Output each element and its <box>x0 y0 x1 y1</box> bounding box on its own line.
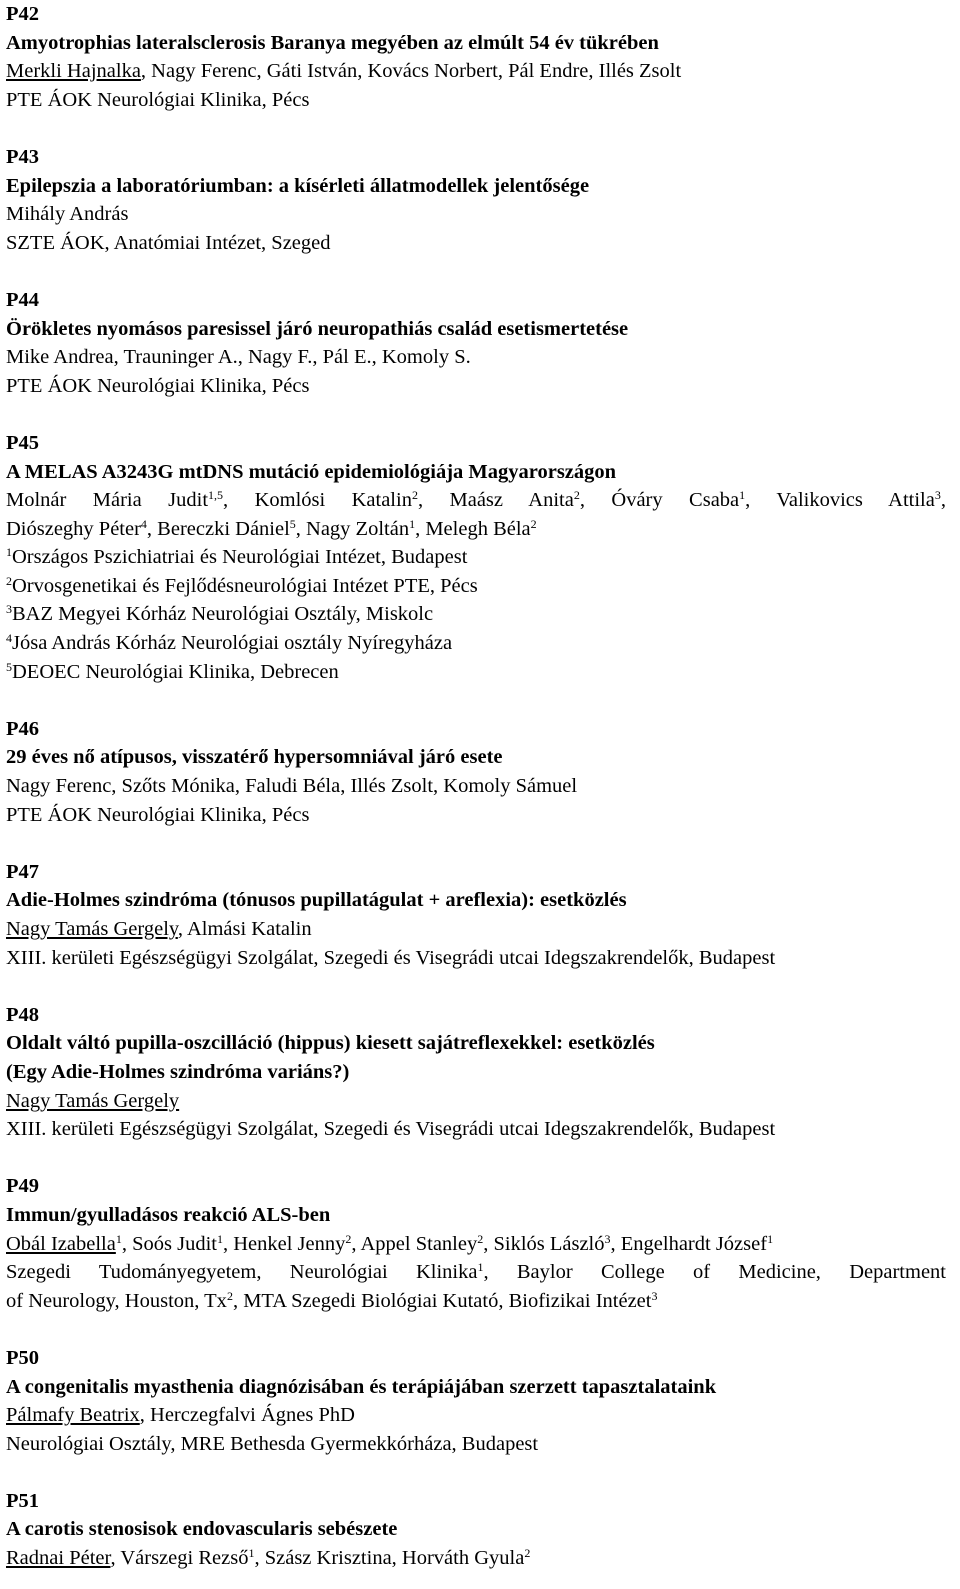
author-line <box>6 1544 946 1573</box>
abstract-code: P43 <box>6 145 40 168</box>
author-line <box>6 1087 946 1116</box>
superscript-reference: 2 <box>573 488 580 503</box>
text-segment: , Várszegi Rezső <box>110 1547 249 1570</box>
abstract-code: P47 <box>6 860 40 883</box>
superscript-reference: 3 <box>604 1231 611 1246</box>
affiliation-line <box>6 86 946 115</box>
text-segment: Diószeghy Péter <box>6 517 141 540</box>
text-segment: , Óváry Csaba <box>579 489 740 512</box>
abstract-entry <box>6 0 946 114</box>
superscript-reference: 2 <box>6 573 12 588</box>
affiliation-line <box>6 1115 946 1144</box>
abstract-title: A MELAS A3243G mtDNS mutáció epidemiológiája Magyarországon <box>6 460 617 483</box>
text-segment: , Almási Katalin <box>177 918 312 940</box>
abstract-entry <box>6 1001 946 1144</box>
author-line <box>6 772 946 801</box>
presenting-author: Pálmafy Beatrix <box>6 1404 140 1427</box>
superscript-reference: 2 <box>226 1288 233 1303</box>
author-line <box>6 1401 946 1430</box>
text-segment: Szegedi Tudományegyetem, Neurológiai Klinika <box>6 1261 478 1284</box>
superscript-reference: 1,5 <box>208 488 224 503</box>
superscript-reference: 2 <box>411 488 418 503</box>
presenting-author: Nagy Tamás Gergely <box>6 918 178 940</box>
superscript-reference: 5 <box>289 516 296 531</box>
superscript-reference: 1 <box>115 1231 122 1246</box>
affiliation-line <box>6 372 946 401</box>
superscript-reference: 1 <box>409 516 416 531</box>
text-segment: Nagy Ferenc, Szőts Mónika, Faludi Béla, Illés Zsolt, Komoly Sámuel <box>6 775 578 798</box>
abstract-title: A carotis stenosisok endovascularis sebészete <box>6 1518 398 1541</box>
abstract-title: Epilepszia a laboratóriumban: a kísérleti állatmodellek jelentősége <box>6 174 590 197</box>
author-line <box>6 343 946 372</box>
text-segment: , Melegh Béla <box>415 517 531 540</box>
affiliation-line <box>6 1287 946 1316</box>
affiliation-line <box>6 801 946 830</box>
superscript-reference: 2 <box>345 1231 352 1246</box>
text-segment: , Nagy Zoltán <box>295 517 410 540</box>
presenting-author: Merkli Hajnalka <box>6 60 141 83</box>
text-segment: of Neurology, Houston, Tx <box>6 1289 227 1312</box>
text-segment: PTE ÁOK Neurológiai Klinika, Pécs <box>6 374 310 397</box>
author-line <box>6 915 946 944</box>
affiliation-line <box>6 658 946 687</box>
affiliation-line <box>6 1430 946 1459</box>
affiliation-line <box>6 629 946 658</box>
text-segment: , Henkel Jenny <box>222 1232 346 1255</box>
text-segment: Orvosgenetikai és Fejlődésneurológiai Intézet PTE, Pécs <box>12 574 478 597</box>
author-line <box>6 57 946 86</box>
text-segment: Neurológiai Osztály, MRE Bethesda Gyermekkórháza, Budapest <box>6 1432 539 1455</box>
text-segment: , Soós Judit <box>121 1232 217 1255</box>
text-segment: SZTE ÁOK, Anatómiai Intézet, Szeged <box>6 231 331 254</box>
abstract-code: P49 <box>6 1175 40 1198</box>
text-segment: Jósa András Kórház Neurológiai osztály Nyíregyháza <box>12 632 453 655</box>
abstract-entry <box>6 286 946 400</box>
abstract-entry <box>6 858 946 972</box>
text-segment: , Bereczki Dániel <box>146 517 290 540</box>
text-segment: , <box>940 489 946 512</box>
text-segment: , MTA Szegedi Biológiai Kutató, Biofizikai Intézet <box>232 1289 652 1312</box>
text-segment: PTE ÁOK Neurológiai Klinika, Pécs <box>6 803 310 826</box>
superscript-reference: 3 <box>934 488 941 503</box>
abstract-title: Örökletes nyomásos paresissel járó neuropathiás család esetismertetése <box>6 317 629 340</box>
affiliation-line <box>6 543 946 572</box>
abstract-entry <box>6 715 946 829</box>
abstract-entry <box>6 1487 946 1573</box>
text-segment: , Siklós László <box>483 1232 605 1255</box>
abstract-title: A congenitalis myasthenia diagnózisában és terápiájában szerzett tapasztalataink <box>6 1375 717 1398</box>
text-segment: , Herczegfalvi Ágnes PhD <box>139 1404 355 1427</box>
author-line <box>6 1230 946 1259</box>
text-segment: , Komlósi Katalin <box>223 489 412 512</box>
affiliation-line <box>6 600 946 629</box>
author-line <box>6 515 946 544</box>
abstract-title: Oldalt váltó pupilla-oszcilláció (hippus) kiesett sajátreflexekkel: esetközlés <box>6 1032 655 1055</box>
superscript-reference: 3 <box>651 1288 658 1303</box>
text-segment: , Valikovics Attila <box>745 489 935 512</box>
text-segment: , Maász Anita <box>417 489 574 512</box>
abstract-code: P50 <box>6 1346 40 1369</box>
abstract-code: P45 <box>6 431 40 454</box>
text-segment: Mike Andrea, Trauninger A., Nagy F., Pál E., Komoly S. <box>6 346 471 369</box>
superscript-reference: 4 <box>140 516 147 531</box>
superscript-reference: 2 <box>530 516 537 531</box>
text-segment: , Nagy Ferenc, Gáti István, Kovács Norbert, Pál Endre, Illés Zsolt <box>140 60 682 83</box>
text-segment: BAZ Megyei Kórház Neurológiai Osztály, Miskolc <box>12 603 434 626</box>
superscript-reference: 5 <box>6 659 12 674</box>
abstract-code: P44 <box>6 288 40 311</box>
abstract-entry <box>6 1344 946 1458</box>
superscript-reference: 1 <box>477 1260 484 1275</box>
author-line <box>6 486 946 515</box>
superscript-reference: 1 <box>248 1546 255 1561</box>
affiliation-line <box>6 1258 946 1287</box>
abstract-title: Amyotrophias lateralsclerosis Baranya megyében az elmúlt 54 év tükrében <box>6 31 659 54</box>
presenting-author: Radnai Péter <box>6 1547 111 1570</box>
abstract-title: Immun/gyulladásos reakció ALS-ben <box>6 1203 331 1226</box>
text-segment: , Engelhardt József <box>610 1232 768 1255</box>
presenting-author: Nagy Tamás Gergely <box>6 1089 180 1112</box>
text-segment: , Appel Stanley <box>351 1232 478 1255</box>
abstract-entry <box>6 429 946 686</box>
abstract-entry <box>6 1172 946 1315</box>
affiliation-line <box>6 229 946 258</box>
abstract-title: Adie-Holmes szindróma (tónusos pupillatágulat + areflexia): esetközlés <box>6 889 627 912</box>
abstract-code: P42 <box>6 3 40 25</box>
superscript-reference: 4 <box>6 631 12 646</box>
text-segment: XIII. kerületi Egészségügyi Szolgálat, Szegedi és Visegrádi utcai Idegszakrendelők, Budapest <box>6 1118 776 1141</box>
abstract-code: P48 <box>6 1003 40 1026</box>
text-segment: , Szász Krisztina, Horváth Gyula <box>254 1547 525 1570</box>
text-segment: Molnár Mária Judit <box>6 489 209 512</box>
text-segment: , Baylor College of Medicine, Department <box>483 1261 946 1284</box>
abstract-code: P46 <box>6 717 40 740</box>
superscript-reference: 3 <box>6 602 12 617</box>
superscript-reference: 2 <box>524 1546 531 1561</box>
superscript-reference: 2 <box>477 1231 484 1246</box>
abstract-title-continued: (Egy Adie-Holmes szindróma variáns?) <box>6 1060 350 1083</box>
abstract-code: P51 <box>6 1489 40 1512</box>
superscript-reference: 1 <box>6 545 12 560</box>
abstract-title: 29 éves nő atípusos, visszatérő hypersomniával járó esete <box>6 746 503 769</box>
affiliation-line <box>6 944 946 973</box>
affiliation-line <box>6 572 946 601</box>
superscript-reference: 1 <box>216 1231 223 1246</box>
superscript-reference: 1 <box>767 1231 774 1246</box>
text-segment: XIII. kerületi Egészségügyi Szolgálat, Szegedi és Visegrádi utcai Idegszakrendelők, Budapest <box>6 946 776 969</box>
text-segment: Országos Pszichiatriai és Neurológiai Intézet, Budapest <box>12 546 468 569</box>
text-segment: PTE ÁOK Neurológiai Klinika, Pécs <box>6 88 310 111</box>
author-line <box>6 200 946 229</box>
abstract-entry <box>6 143 946 257</box>
text-segment: DEOEC Neurológiai Klinika, Debrecen <box>12 660 339 683</box>
superscript-reference: 1 <box>739 488 746 503</box>
presenting-author: Obál Izabella <box>6 1232 116 1255</box>
text-segment: Mihály András <box>6 203 129 226</box>
